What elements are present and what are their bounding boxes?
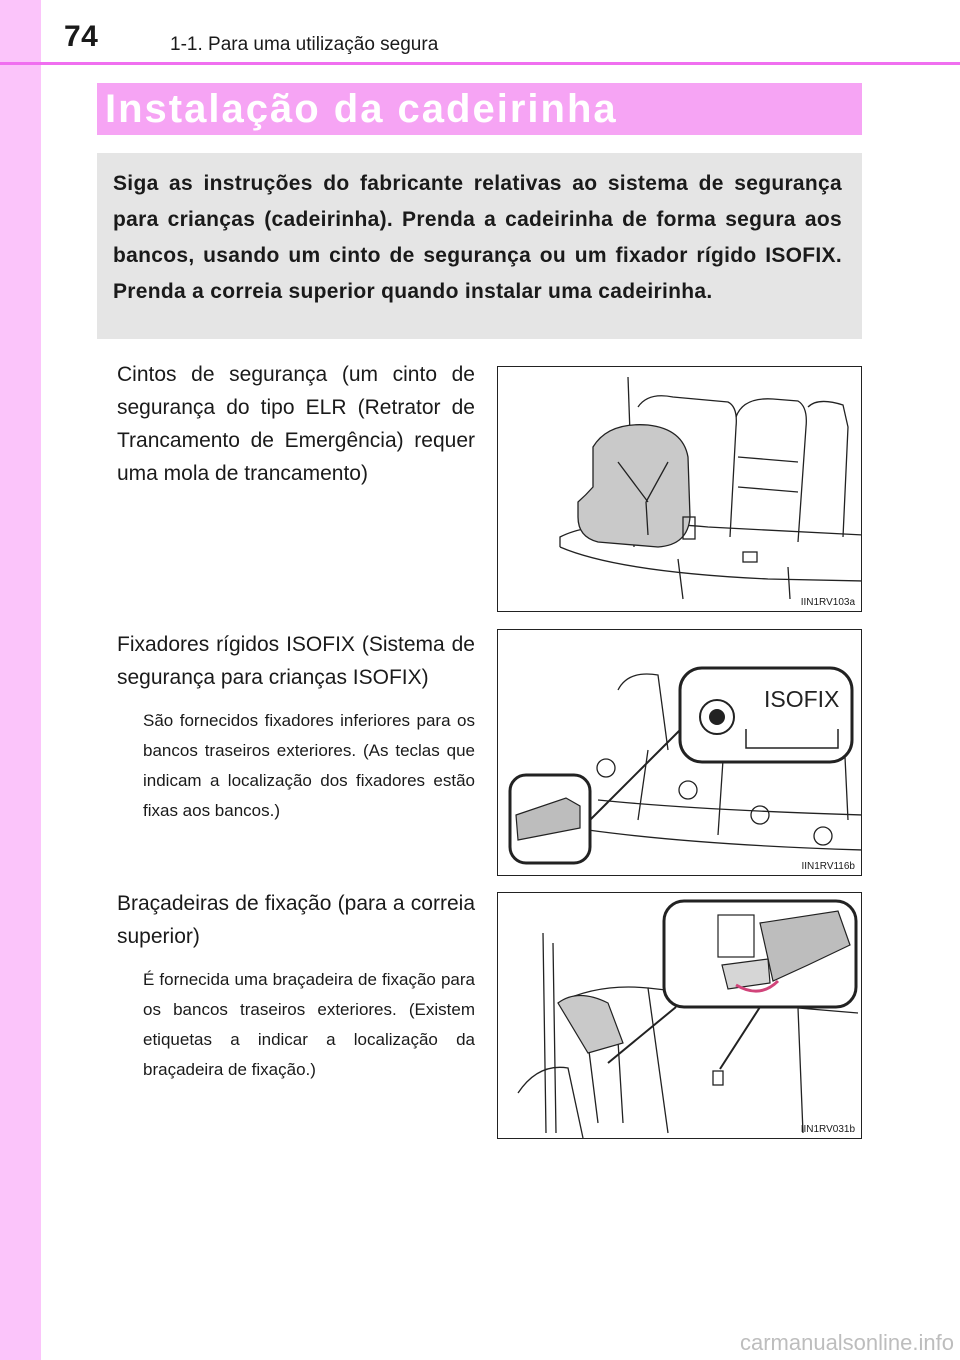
intro-box — [97, 153, 862, 339]
isofix-label: ISOFIX — [764, 686, 840, 712]
item-heading: Fixadores rígidos ISOFIX (Sistema de segurança para crianças ISOFIX) — [117, 633, 475, 689]
item-heading: Cintos de segurança (um cinto de segurança do tipo ELR (Retrator de Trancamento de Emergência) requer uma mola de trancamento) — [117, 363, 475, 485]
header-rule — [0, 62, 960, 65]
side-tab-strip — [0, 0, 41, 1360]
figure-isofix-anchors — [497, 629, 862, 876]
figure-seat-belt-install — [497, 366, 862, 612]
item-top-tether — [117, 887, 475, 1085]
item-heading: Braçadeiras de fixação (para a correia superior) — [117, 892, 475, 948]
item-note: É fornecida uma braçadeira de fixação para os bancos traseiros exteriores. (Existem etiquetas a indicar a localização da braçadeira de fixação.) — [143, 970, 475, 1079]
child-seat-illustration — [498, 367, 862, 612]
intro-text: Siga as instruções do fabricante relativas ao sistema de segurança para crianças (cadeirinha). Prenda a cadeirinha de forma segura aos bancos, usando um cinto de segurança ou um fixador rígido ISOFIX. Prenda a correia superior quando instalar uma cadeirinha. — [113, 172, 842, 303]
item-note: São fornecidos fixadores inferiores para os bancos traseiros exteriores. (As teclas que indicam a localização dos fixadores estão fixas aos bancos.) — [143, 711, 475, 820]
figure-code: IIN1RV031b — [800, 1124, 855, 1135]
item-isofix — [117, 628, 475, 826]
page-number: 74 — [64, 20, 99, 53]
figure-tether-bracket — [497, 892, 862, 1139]
figure-code: IIN1RV103a — [800, 597, 855, 608]
title-bar — [97, 83, 862, 135]
tether-illustration — [498, 893, 862, 1139]
watermark: carmanualsonline.info — [739, 1330, 954, 1355]
figure-code: IIN1RV116b — [801, 861, 855, 872]
item-seat-belts — [117, 358, 475, 490]
page-title: Instalação da cadeirinha — [105, 87, 618, 131]
section-path: 1-1. Para uma utilização segura — [170, 34, 439, 55]
isofix-illustration — [498, 630, 862, 876]
